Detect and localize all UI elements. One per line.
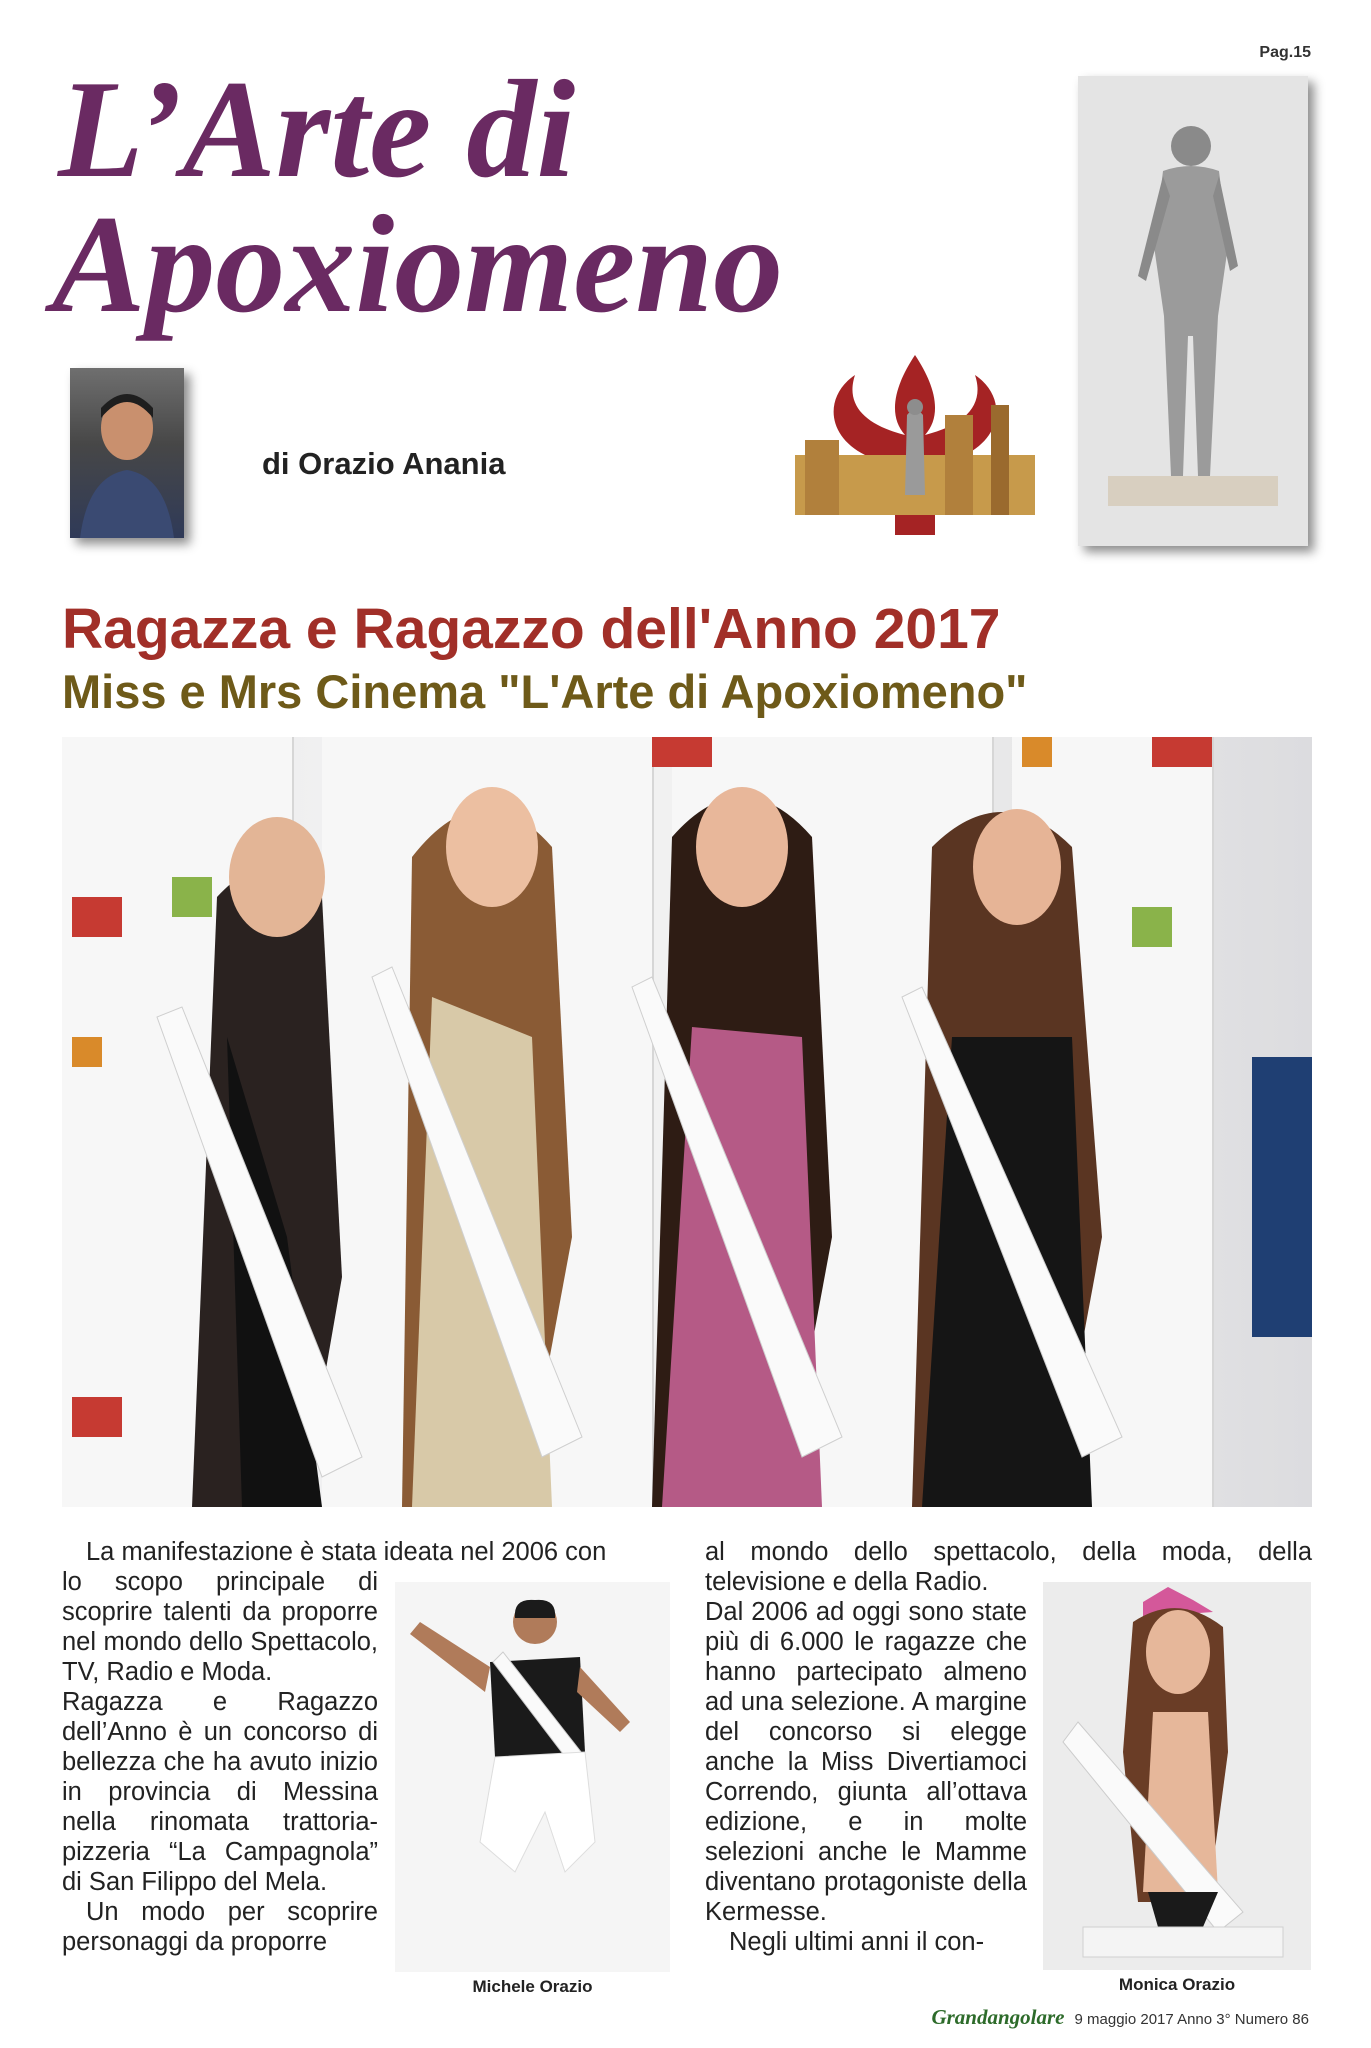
article-paragraph: Dal 2006 ad oggi sono state più di 6.000 le ragazze che hanno partecipato almeno ad una selezione. A margine del concorso si elegge anche la Miss Divertiamoci Correndo, giunta all’ottava edizione, e in molte selezioni anche le Mamme diventano protagoniste della Kermesse. bbox=[705, 1598, 1027, 1926]
byline: di Orazio Anania bbox=[262, 446, 506, 481]
masthead-line-2: Apoxiomeno bbox=[52, 187, 784, 342]
apoxiomeno-emblem bbox=[795, 345, 1035, 545]
publication-name: Grandangolare bbox=[931, 2005, 1065, 2029]
issue-info: 9 maggio 2017 Anno 3° Numero 86 bbox=[1074, 2011, 1309, 2028]
article-paragraph: lo scopo principale di scoprire talenti da proporre nel mondo dello Spettacolo, TV, Radio e Moda. bbox=[62, 1568, 378, 1686]
page-number: Pag.15 bbox=[1259, 44, 1311, 61]
footer bbox=[931, 2005, 1309, 2030]
article-col1-top: La manifestazione è stata ideata nel 2006 con bbox=[86, 1538, 607, 1566]
caption-michele: Michele Orazio bbox=[472, 1977, 593, 1996]
monica-orazio-photo bbox=[1043, 1582, 1311, 1970]
article-paragraph: Ragazza e Ragazzo dell’Anno è un concorso di bellezza che ha avuto inizio in provincia di Messina nella rinomata trattoria-pizzeria “La Campagnola” di San Filippo del Mela. bbox=[62, 1688, 378, 1896]
caption-monica: Monica Orazio bbox=[1118, 1975, 1236, 1994]
author-photo bbox=[70, 368, 184, 538]
masthead-line-1: L’Arte di bbox=[58, 52, 576, 207]
main-photo bbox=[62, 737, 1312, 1507]
article-col1-body bbox=[62, 1567, 378, 1957]
article-paragraph: Negli ultimi anni il con- bbox=[729, 1928, 985, 1956]
article-paragraph: Un modo per scoprire personaggi da proporre bbox=[62, 1898, 378, 1956]
headline-title: Ragazza e Ragazzo dell'Anno 2017 bbox=[62, 597, 1001, 661]
headline-subtitle: Miss e Mrs Cinema "L'Arte di Apoxiomeno" bbox=[62, 665, 1028, 718]
michele-orazio-photo bbox=[395, 1582, 670, 1972]
article-col2-top: al mondo dello spettacolo, della moda, della televisione e della Radio. bbox=[705, 1538, 1312, 1596]
article-col2-body bbox=[705, 1597, 1027, 1957]
apoxiomeno-statue-photo bbox=[1078, 76, 1308, 546]
